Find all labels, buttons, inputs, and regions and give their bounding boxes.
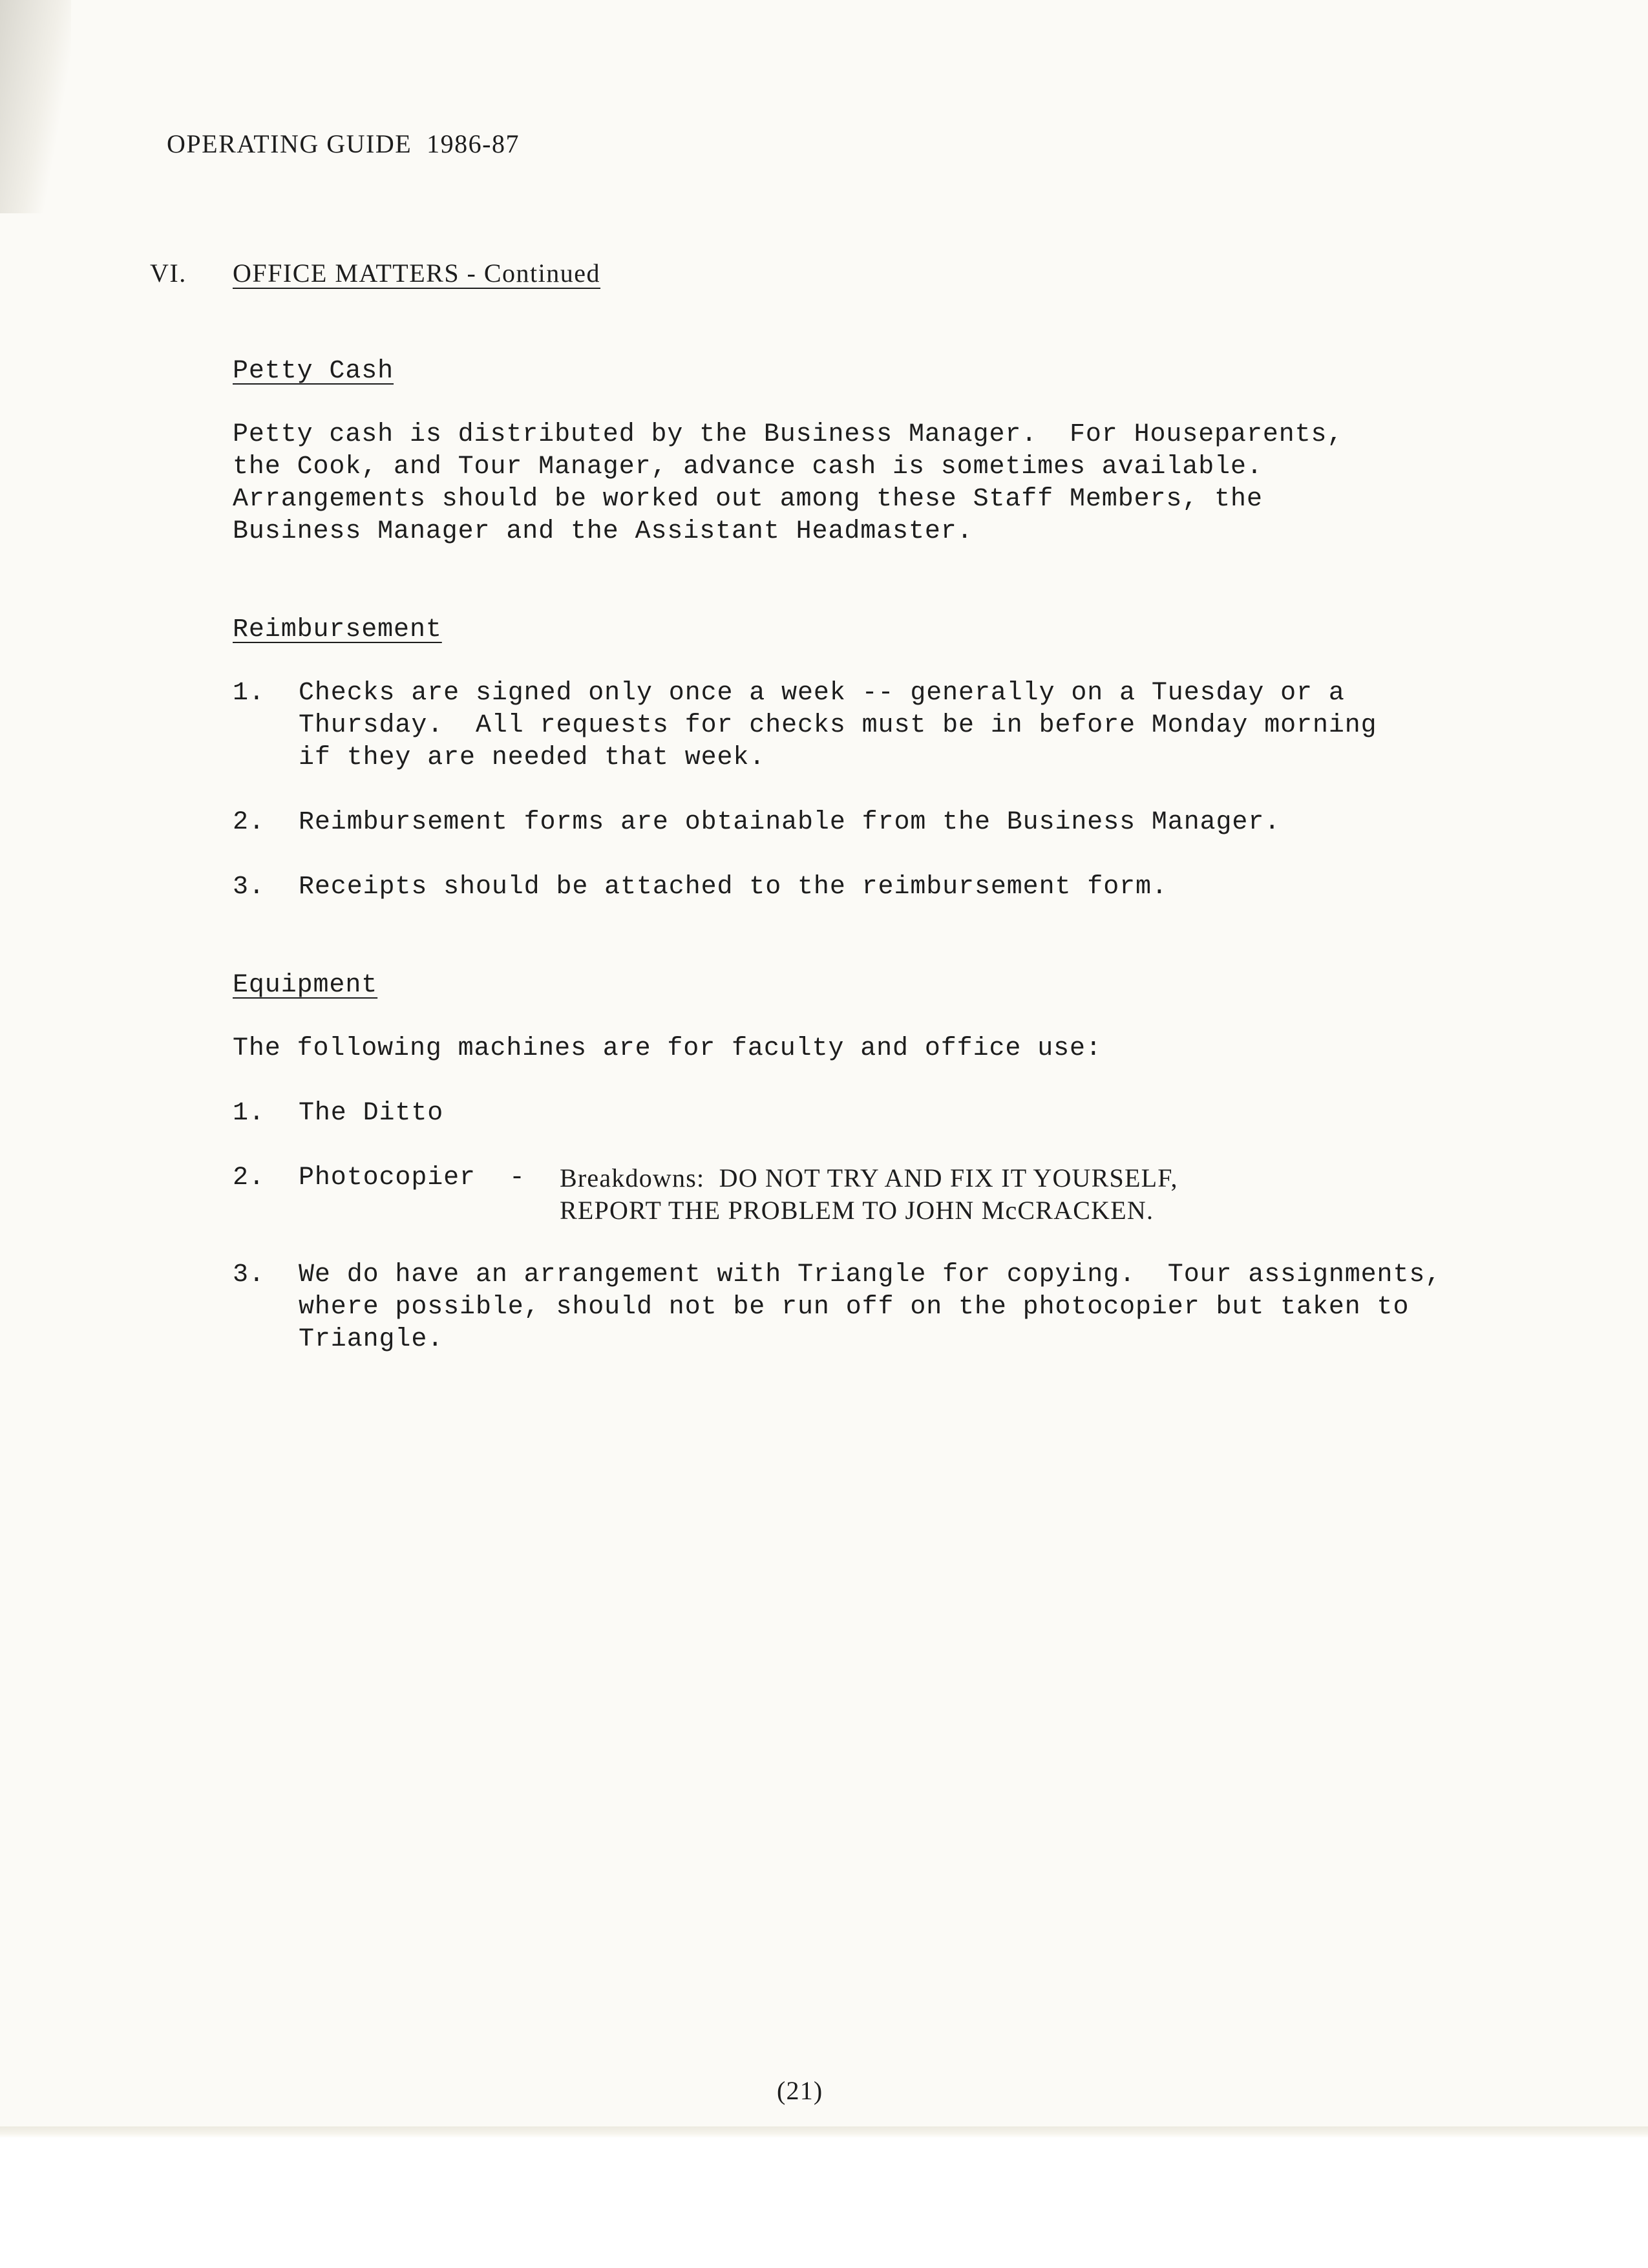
section-title: OFFICE MATTERS - Continued — [233, 259, 601, 288]
petty-cash-heading: Petty Cash — [233, 357, 394, 386]
list-item-number: 1. — [233, 679, 265, 708]
list-item-line: We do have an arrangement with Triangle for copying. Tour assignments, — [299, 1260, 1442, 1289]
list-item-number: 2. — [233, 808, 265, 837]
list-item-number: 1. — [233, 1099, 265, 1128]
list-item-line: Triangle. — [299, 1325, 444, 1354]
list-item-line: The Ditto — [299, 1099, 444, 1128]
reimbursement-heading: Reimbursement — [233, 615, 442, 644]
list-item-line: Reimbursement forms are obtainable from the Business Manager. — [299, 808, 1281, 837]
list-item-number: 3. — [233, 1260, 265, 1289]
equipment-heading: Equipment — [233, 971, 378, 1000]
list-item-number: 3. — [233, 873, 265, 902]
paper-bottom-edge — [0, 2126, 1648, 2138]
page-number: (21) — [777, 2076, 823, 2105]
folded-corner — [0, 0, 71, 213]
photocopier-breakdown-line: REPORT THE PROBLEM TO JOHN McCRACKEN. — [560, 1196, 1154, 1225]
paragraph-line: Arrangements should be worked out among these Staff Members, the — [233, 485, 1263, 514]
section-number: VI. — [150, 259, 187, 288]
list-item-line: where possible, should not be run off on the photocopier but taken to — [299, 1293, 1410, 1322]
list-item-number: 2. — [233, 1163, 265, 1192]
equipment-intro: The following machines are for faculty and office use: — [233, 1034, 1102, 1063]
list-item-line: if they are needed that week. — [299, 743, 766, 772]
photocopier-label: Photocopier — [299, 1163, 476, 1192]
photocopier-breakdown-line: Breakdowns: DO NOT TRY AND FIX IT YOURSELF, — [560, 1163, 1178, 1192]
list-item-line: Receipts should be attached to the reimbursement form. — [299, 873, 1168, 902]
photocopier-dash: - — [509, 1163, 525, 1192]
document-header: OPERATING GUIDE 1986-87 — [167, 129, 520, 158]
list-item-line: Thursday. All requests for checks must be in before Monday morning — [299, 711, 1377, 740]
list-item-line: Checks are signed only once a week -- generally on a Tuesday or a — [299, 679, 1345, 708]
paragraph-line: Petty cash is distributed by the Business Manager. For Houseparents, — [233, 420, 1344, 449]
paragraph-line: the Cook, and Tour Manager, advance cash is sometimes available. — [233, 452, 1263, 482]
paragraph-line: Business Manager and the Assistant Headmaster. — [233, 517, 973, 546]
